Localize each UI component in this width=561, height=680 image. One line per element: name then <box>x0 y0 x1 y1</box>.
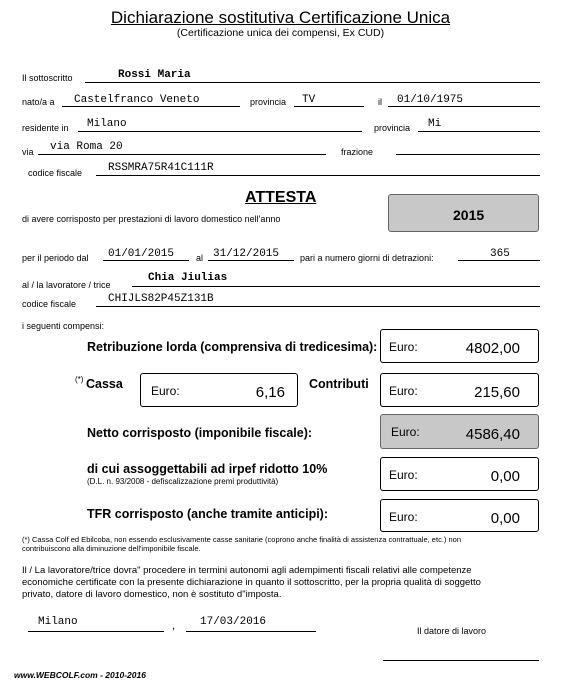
footer-source: www.WEBCOLF.com - 2010-2016 <box>14 670 146 680</box>
residence-province: Mi <box>428 118 442 130</box>
tfr-box[interactable] <box>380 499 539 532</box>
cassa-amount: 6,16 <box>255 384 285 401</box>
tax-code-label: codice fiscale <box>28 168 83 178</box>
signature-date: 17/03/2016 <box>200 616 267 628</box>
cassa-label: Cassa <box>86 377 123 391</box>
net-box[interactable] <box>380 414 539 449</box>
irpef-box[interactable] <box>380 457 539 491</box>
gross-label: Retribuzione lorda (comprensiva di tredicesima): <box>87 340 378 354</box>
paragraph-line-3: privato, datore di lavoro domestico, non è sostituto d"imposta. <box>22 589 282 600</box>
footnote-line-2: contribuiscono alla diminuzione dell'imponibile fiscale. <box>22 544 201 553</box>
worker-name-line[interactable] <box>132 286 540 287</box>
year-box[interactable] <box>388 194 539 232</box>
birth-province: TV <box>302 94 316 106</box>
irpef-sublabel: (D.L. n. 93/2008 - defiscalizzazione premi produttività) <box>87 477 279 486</box>
street-line[interactable] <box>38 154 326 155</box>
net-amount: 4586,40 <box>465 426 520 443</box>
period-to-line[interactable] <box>208 260 294 261</box>
period-from-line[interactable] <box>103 260 189 261</box>
gross-amount: 4802,00 <box>465 340 520 357</box>
worker-tax-code-line[interactable] <box>96 306 540 307</box>
tfr-amount: 0,00 <box>490 510 520 527</box>
signature-separator: , <box>172 620 176 632</box>
worker-label: al / la lavoratore / trice <box>22 280 111 290</box>
contrib-currency: Euro: <box>389 384 418 398</box>
employer-label: Il datore di lavoro <box>417 626 487 636</box>
worker-name: Chia Jiulias <box>148 272 228 284</box>
birthdate: 01/10/1975 <box>397 94 464 106</box>
signature-place: Milano <box>38 616 78 628</box>
fraction-label: frazione <box>341 147 374 157</box>
irpef-amount: 0,00 <box>490 468 520 485</box>
street-label: via <box>22 147 34 157</box>
page-subtitle: (Certificazione unica dei compensi, Ex CUD) <box>176 27 385 39</box>
days-line[interactable] <box>458 260 540 261</box>
period-to-label: al <box>196 253 204 263</box>
year: 2015 <box>453 207 485 223</box>
residence-province-line[interactable] <box>418 131 540 132</box>
birthplace-line[interactable] <box>62 106 240 107</box>
cassa-box[interactable] <box>140 373 298 407</box>
employer-signature-line[interactable] <box>383 660 539 661</box>
tax-code: RSSMRA75R41C111R <box>108 162 214 174</box>
cassa-footnote-mark: (*) <box>75 375 84 384</box>
birthdate-line[interactable] <box>388 106 540 107</box>
tax-code-line[interactable] <box>96 175 540 176</box>
birth-province-line[interactable] <box>294 106 364 107</box>
days: 365 <box>490 248 510 260</box>
declarant-name: Rossi Maria <box>118 69 191 81</box>
page-title: Dichiarazione sostitutiva Certificazione Unica <box>110 8 451 27</box>
residence-label: residente in <box>22 123 69 133</box>
declarant-name-line[interactable] <box>85 82 540 83</box>
birth-province-label: provincia <box>250 97 287 107</box>
attest-heading: ATTESTA <box>245 189 317 206</box>
net-currency: Euro: <box>391 425 420 439</box>
period-to: 31/12/2015 <box>213 248 280 260</box>
period-from-label: per il periodo dal <box>22 253 89 263</box>
signature-date-line[interactable] <box>186 631 316 632</box>
gross-box[interactable] <box>380 329 539 363</box>
residence: Milano <box>87 118 127 130</box>
days-label: pari a numero giorni di detrazioni: <box>300 253 434 263</box>
residence-line[interactable] <box>78 131 362 132</box>
worker-tax-code: CHIJLS82P45Z131B <box>108 293 214 305</box>
contrib-box[interactable] <box>380 373 539 407</box>
birthdate-label: il <box>378 97 382 107</box>
street: via Roma 20 <box>50 141 123 153</box>
residence-province-label: provincia <box>374 123 411 133</box>
attest-text: di avere corrisposto per prestazioni di lavoro domestico nell'anno <box>22 214 281 224</box>
irpef-label: di cui assoggettabili ad irpef ridotto 10% <box>87 462 328 476</box>
birthplace-label: nato/a a <box>22 97 55 107</box>
contrib-label: Contributi <box>309 377 369 391</box>
paragraph-line-1: Il / La lavoratore/trice dovra" procedere in termini autonomi agli adempimenti fiscali relativi alle competenze <box>22 565 472 576</box>
contrib-amount: 215,60 <box>474 384 520 401</box>
fraction-line[interactable] <box>396 154 540 155</box>
footnote-line-1: (*) Cassa Colf ed Ebilcoba, non essendo esclusivamente casse sanitarie (coprono anche finalità di assistenza contrattuale, etc.) non <box>22 535 461 544</box>
cassa-currency: Euro: <box>151 384 180 398</box>
declarant-label: Il sottoscritto <box>22 73 73 83</box>
period-from: 01/01/2015 <box>108 248 175 260</box>
tfr-currency: Euro: <box>389 510 418 524</box>
worker-tax-code-label: codice fiscale <box>22 299 77 309</box>
gross-currency: Euro: <box>389 340 418 354</box>
birthplace: Castelfranco Veneto <box>74 94 200 106</box>
net-label: Netto corrisposto (imponibile fiscale): <box>87 426 313 440</box>
irpef-currency: Euro: <box>389 468 418 482</box>
signature-place-line[interactable] <box>28 631 164 632</box>
paragraph-line-2: economiche certificate con la presente dichiarazione in quanto il sottoscritto, per la propria qualità di soggetto <box>22 577 481 588</box>
tfr-label: TFR corrisposto (anche tramite anticipi): <box>87 507 329 521</box>
compensation-intro: i seguenti compensi: <box>22 321 105 331</box>
